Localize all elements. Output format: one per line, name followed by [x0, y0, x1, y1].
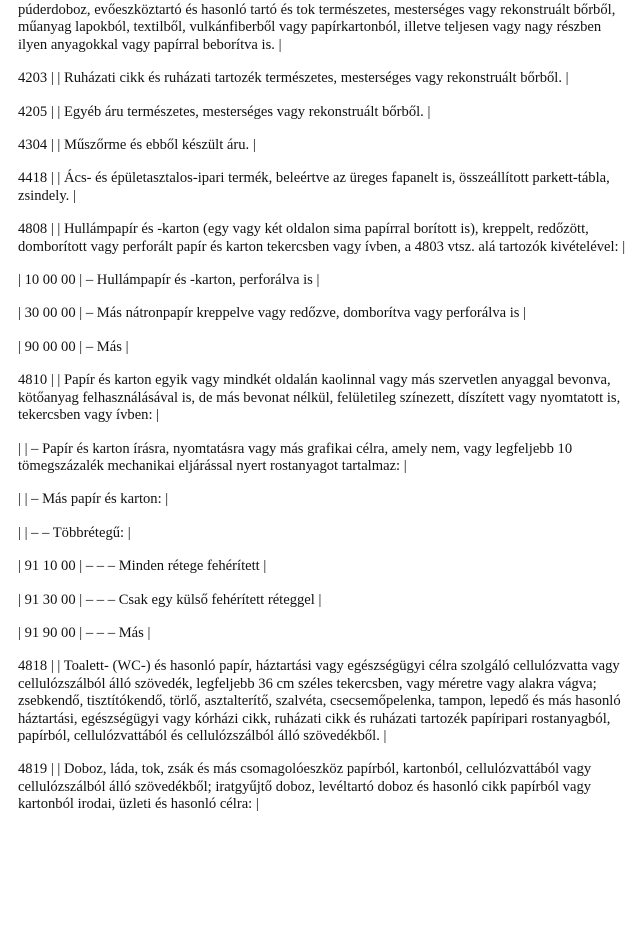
paragraph-4418: 4418 | | Ács- és épületasztalos-ipari termék, beleértve az üreges fapanelt is, összeállított parkett-tábla, zsindely. | — [18, 170, 610, 204]
paragraph-4808: 4808 | | Hullámpapír és -karton (egy vagy két oldalon sima papírral borított is), kreppelt, redőzött, domborított vagy perforált papír és karton tekercsben vagy ívben, a 4803 vtsz. alá tartozók kivételével: | — [18, 221, 626, 255]
paragraph-4810-91-30: | 91 30 00 | – – – Csak egy külső fehérített réteggel | — [18, 591, 322, 608]
paragraph-4810-other: | | – Más papír és karton: | — [18, 491, 169, 508]
paragraph-4810-91-10: | 91 10 00 | – – – Minden rétege fehérített | — [18, 558, 267, 575]
paragraph-4819: 4819 | | Doboz, láda, tok, zsák és más csomagolóeszköz papírból, kartonból, cellulózvattából vagy cellulózszálból álló szövedékből; iratgyűjtő doboz, levéltartó doboz és hasonló cikk papírból vagy kartonból irodai, üzleti és hasonló célra: | — [18, 761, 592, 813]
paragraph-continuation: púderdoboz, evőeszköztartó és hasonló tartó és tok természetes, mesterséges vagy rekonstruált bőrből, műanyag lapokból, textilből, vulkánfiberből vagy papírkartonból, illetve teljesen vagy nagy részben ilyen anyagokkal vagy papírral beborítva is. | — [18, 2, 616, 53]
paragraph-4205: 4205 | | Egyéb áru természetes, mesterséges vagy rekonstruált bőrből. | — [18, 103, 431, 120]
paragraph-4810-writing: | | – Papír és karton írásra, nyomtatásra vagy más grafikai célra, amely nem, vagy legfeljebb 10 tömegszázalék mechanikai eljárással nyert rostanyagot tartalmaz: | — [18, 440, 573, 474]
paragraph-4810: 4810 | | Papír és karton egyik vagy mindkét oldalán kaolinnal vagy más szervetlen anyaggal bevonva, kötőanyag felhasználásával is, de más bevonat nélkül, felületileg színezett, díszített vagy nyomtatott is, tekercsben vagy ívben: | — [18, 372, 621, 424]
document-body — [18, 2, 630, 814]
paragraph-4818: 4818 | | Toalett- (WC-) és hasonló papír, háztartási vagy egészségügyi célra szolgáló cellulózvatta vagy cellulózszálból álló szövedék, legfeljebb 36 cm széles tekercsben, vagy méretre vagy alakra vágva; zsebkendő, tisztítókendő, törlő, asztalterítő, szalvéta, csecsemőpelenka, tampon, lepedő és más hasonló háztartási, egészségügyi vagy kórházi cikk, ruházati cikk és ruházati tartozék papíripari rostanyagból, papírból, cellulózvattából és cellulózszálból álló szövedékből. | — [18, 658, 621, 744]
paragraph-4808-90: | 90 00 00 | – Más | — [18, 338, 129, 355]
paragraph-4304: 4304 | | Műszőrme és ebből készült áru. | — [18, 137, 256, 154]
paragraph-4810-multilayer: | | – – Többrétegű: | — [18, 524, 131, 541]
paragraph-4203: 4203 | | Ruházati cikk és ruházati tartozék természetes, mesterséges vagy rekonstruált bőrből. | — [18, 70, 569, 87]
paragraph-4808-10: | 10 00 00 | – Hullámpapír és -karton, perforálva is | — [18, 272, 320, 289]
paragraph-4810-91-90: | 91 90 00 | – – – Más | — [18, 624, 151, 641]
paragraph-4808-30: | 30 00 00 | – Más nátronpapír kreppelve vagy redőzve, domborítva vagy perforálva is | — [18, 305, 527, 322]
